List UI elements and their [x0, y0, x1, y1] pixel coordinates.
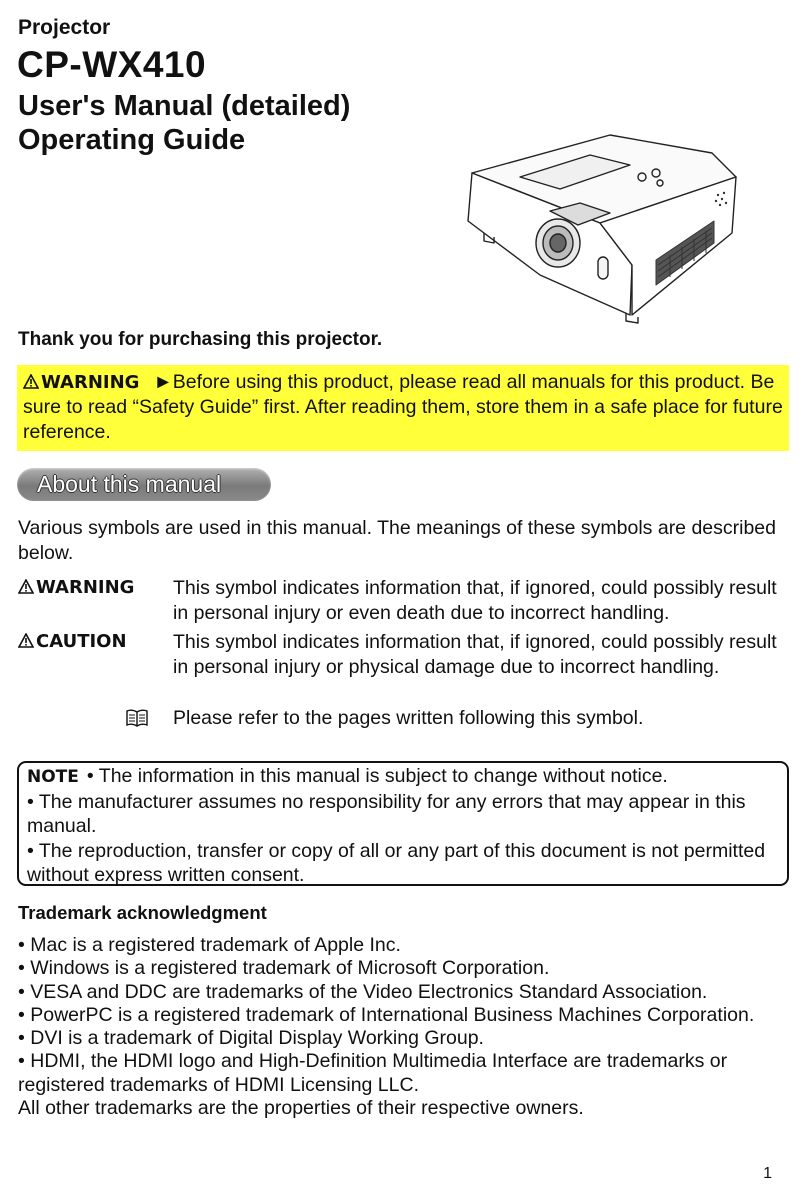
note-item: • The manufacturer assumes no responsibility for any errors that may appear in this manual.: [27, 790, 746, 837]
note-box: [17, 761, 789, 886]
manual-title: User's Manual (detailed): [18, 90, 351, 122]
trademark-item: • VESA and DDC are trademarks of the Video Electronics Standard Association.: [18, 980, 708, 1003]
warning-label: [23, 372, 139, 393]
trademark-list: [18, 934, 798, 1120]
page-number: 1: [763, 1165, 772, 1182]
warning-box-text: ►Before using this product, please read all manuals for this product. Be sure to read “Safety Guide” first. After reading them, store them in a safe place for future reference.: [23, 371, 783, 443]
symbol-book-description: Please refer to the pages written following this symbol.: [173, 707, 644, 729]
category-label: Projector: [18, 16, 111, 39]
trademark-item: All other trademarks are the properties of their respective owners.: [18, 1097, 584, 1120]
note-label: NOTE: [27, 767, 79, 787]
trademark-item: • HDMI, the HDMI logo and High-Definition Multimedia Interface are trademarks or registered trademarks of HDMI Licensing LLC.: [18, 1050, 728, 1096]
caution-triangle-icon: [18, 633, 34, 648]
trademark-heading: Trademark acknowledgment: [18, 902, 267, 923]
symbol-warning-text: WARNING: [36, 577, 135, 598]
intro-paragraph: Various symbols are used in this manual. The meanings of these symbols are described below.: [18, 517, 776, 564]
trademark-item: • PowerPC is a registered trademark of International Business Machines Corporation.: [18, 1003, 755, 1026]
projector-illustration: [460, 125, 750, 325]
note-item: • The reproduction, transfer or copy of all or any part of this document is not permitted without express written consent.: [27, 839, 766, 886]
warning-box: [17, 365, 789, 451]
symbol-warning-label: [18, 577, 134, 598]
section-title: About this manual: [37, 471, 222, 497]
symbol-caution-description: This symbol indicates information that, if ignored, could possibly result in personal injury or physical damage due to incorrect handling.: [173, 631, 777, 678]
model-title: CP-WX410: [17, 44, 207, 85]
symbol-caution-text: CAUTION: [36, 631, 127, 652]
note-item: • The information in this manual is subject to change without notice.: [86, 765, 668, 787]
guide-title: Operating Guide: [18, 124, 246, 156]
book-reference-icon: [126, 709, 148, 727]
trademark-item: • Windows is a registered trademark of Microsoft Corporation.: [18, 957, 550, 980]
warning-triangle-icon: [23, 374, 39, 389]
symbol-warning-description: This symbol indicates information that, if ignored, could possibly result in personal injury or even death due to incorrect handling.: [173, 577, 777, 624]
warning-label-text: WARNING: [41, 372, 140, 393]
symbol-caution-label: [18, 631, 127, 652]
section-title-pill: [17, 468, 271, 501]
trademark-item: • DVI is a trademark of Digital Display Working Group.: [18, 1027, 484, 1050]
thank-you-line: Thank you for purchasing this projector.: [18, 329, 383, 350]
trademark-item: • Mac is a registered trademark of Apple Inc.: [18, 934, 401, 956]
warning-triangle-icon: [18, 579, 34, 594]
